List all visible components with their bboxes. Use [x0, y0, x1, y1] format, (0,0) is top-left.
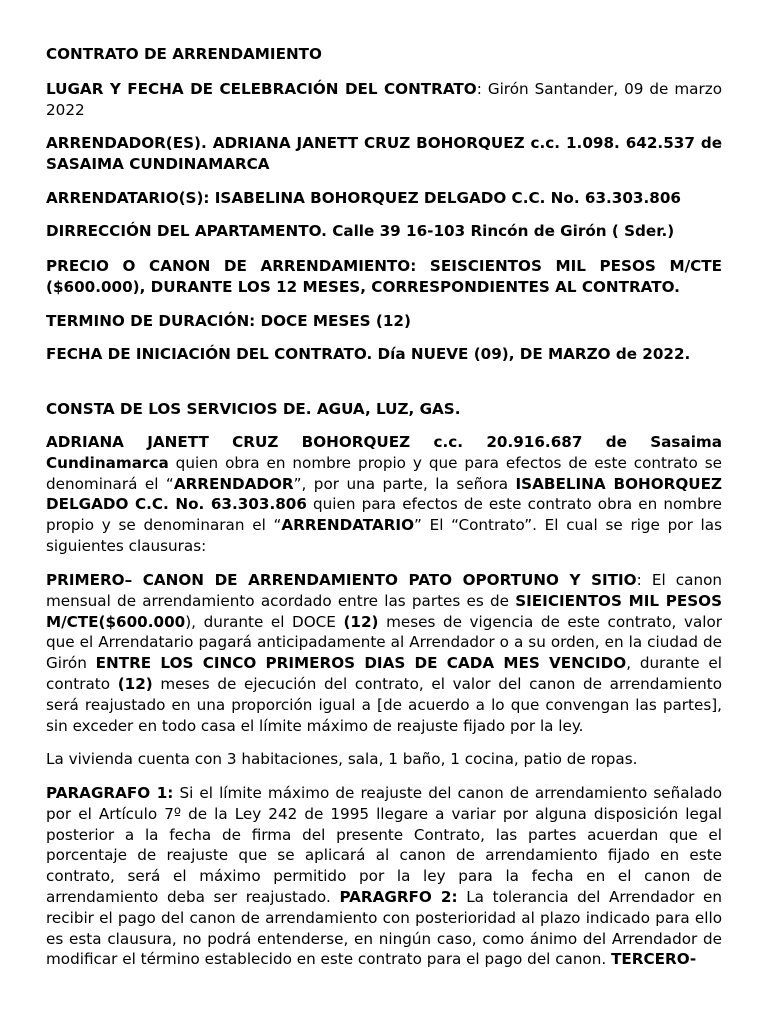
arrendador-paragraph: ARRENDADOR(ES). ADRIANA JANETT CRUZ BOHORQUEZ c.c. 1.098. 642.537 de SASAIMA CUNDINAMARCA	[46, 134, 722, 173]
servicios-paragraph: CONSTA DE LOS SERVICIOS DE. AGUA, LUZ, GAS.	[46, 400, 461, 418]
clausula-primero-paragraph: PRIMERO– CANON DE ARRENDAMIENTO PATO OPORTUNO Y SITIO: El canon mensual de arrendamiento acordado entre las partes es de SIEICIENTOS MIL PESOS M/CTE($600.000), durante el DOCE (12) meses de vigencia de este contrato, valor que el Arrendatario pagará anticipadamente al Arrendador o a su orden, en la ciudad de Girón ENTRE LOS CINCO PRIMEROS DIAS DE CADA MES VENCIDO, durante el contrato (12) meses de ejecución del contrato, el valor del canon de arrendamiento será reajustado en una proporción igual a [de acuerdo a lo que convengan las partes], sin exceder en todo casa el límite máximo de reajuste fijado por la ley.	[46, 571, 723, 735]
direccion-paragraph: DIRRECCIÓN DEL APARTAMENTO. Calle 39 16-103 Rincón de Girón ( Sder.)	[46, 222, 675, 240]
precio-paragraph: PRECIO O CANON DE ARRENDAMIENTO: SEISCIENTOS MIL PESOS M/CTE ($600.000), DURANTE LOS 12 MESES, CORRESPONDIENTES AL CONTRATO.	[46, 257, 722, 296]
fecha-inicio-paragraph: FECHA DE INICIACIÓN DEL CONTRATO. Día NUEVE (09), DE MARZO de 2022.	[46, 345, 691, 363]
partes-paragraph: ADRIANA JANETT CRUZ BOHORQUEZ c.c. 20.916.687 de Sasaima Cundinamarca quien obra en nombre propio y que para efectos de este contrato se denominará el “ARRENDADOR”, por una parte, la señora ISABELINA BOHORQUEZ DELGADO C.C. No. 63.303.806 quien para efectos de este contrato obra en nombre propio y se denominaran el “ARRENDATARIO” El “Contrato”. El cual se rige por las siguientes clausuras:	[46, 433, 722, 555]
arrendatario-paragraph: ARRENDATARIO(S): ISABELINA BOHORQUEZ DELGADO C.C. No. 63.303.806	[46, 189, 681, 207]
lugar-fecha-paragraph	[46, 79, 722, 121]
lugar-label: LUGAR Y FECHA DE CELEBRACIÓN DEL CONTRATO	[46, 80, 477, 98]
vivienda-paragraph: La vivienda cuenta con 3 habitaciones, sala, 1 baño, 1 cocina, patio de ropas.	[46, 750, 638, 768]
paragrafo-paragraph: PARAGRAFO 1: Si el límite máximo de reajuste del canon de arrendamiento señalado por el Artículo 7º de la Ley 242 de 1995 llegare a variar por alguna disposición legal posterior a la fecha de firma del presente Contrato, las partes acuerdan que el porcentaje de reajuste que se aplicará al canon de arrendamiento fijado en este contrato, será el máximo permitido por la ley para la fecha en el canon de arrendamiento deba ser reajustado. PARAGRFO 2: La tolerancia del Arrendador en recibir el pago del canon de arrendamiento con posterioridad al plazo indicado para ello es esta clausura, no podrá entenderse, en ningún caso, como ánimo del Arrendador de modificar el término establecido en este contrato para el pago del canon. TERCERO-	[46, 784, 722, 969]
termino-paragraph: TERMINO DE DURACIÓN: DOCE MESES (12)	[46, 312, 411, 330]
lugar-value: : Girón Santander, 09 de marzo 2022	[46, 80, 722, 119]
document-title: CONTRATO DE ARRENDAMIENTO	[46, 45, 322, 63]
